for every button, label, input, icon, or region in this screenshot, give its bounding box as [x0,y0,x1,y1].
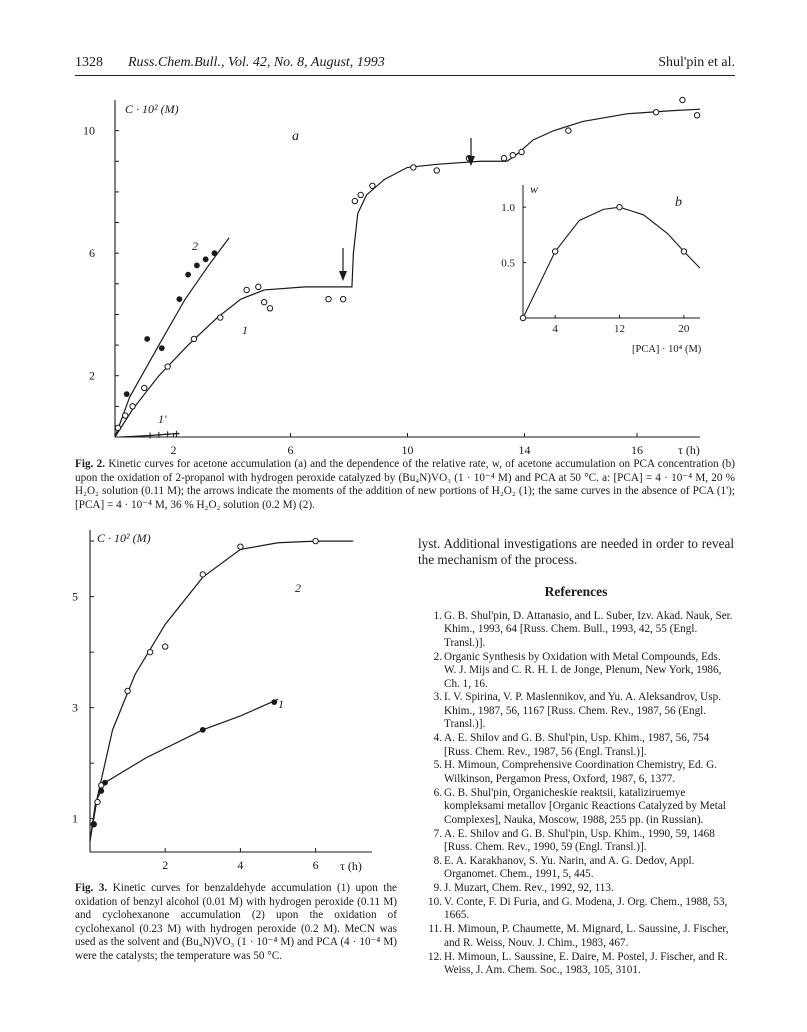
fig3-x-tick-label: 6 [312,858,319,872]
fig2-curve-label-1prime: 1' [158,412,167,426]
reference-text: V. Conte, F. Di Furia, and G. Modena, J. Org. Chem., 1988, 53, 1665. [444,896,728,922]
inset-x-tick-label: 12 [614,323,626,335]
reference-text: G. B. Shul'pin, D. Attanasio, and L. Suber, Izv. Akad. Nauk, Ser. Khim., 1993, 64 [Russ. Chem. Bull., 1993, 42, 55 (Engl. Transl.)]. [444,610,733,649]
fig2-point [194,263,200,269]
inset-point [617,204,622,209]
fig2-point [185,272,191,278]
fig3-caption-label: Fig. 3. [75,882,108,894]
fig2-point [267,306,272,311]
closing-paragraph: lyst. Additional investigations are needed in order to reveal the mechanism of the process. [418,536,734,567]
fig2-point [434,168,439,173]
fig2-point [123,413,128,418]
fig2-point [159,345,165,351]
fig3-y-axis-label: C · 10² (M) [97,531,151,545]
fig2-x-tick-label: 6 [287,443,294,457]
fig2-point [130,404,135,409]
fig2-point [147,432,153,438]
reference-number: 10. [428,896,442,909]
reference-text: E. A. Karakhanov, S. Yu. Narin, and A. G. Dedov, Appl. Organomet. Chem., 1991, 5, 445. [444,854,695,881]
fig2-caption [75,458,735,512]
inset-curve [523,207,700,318]
fig3-y-tick-label: 3 [72,700,78,715]
fig2-caption-label: Fig. 2. [75,458,106,470]
reference-item [418,951,734,978]
fig2-x-tick-label: 2 [170,443,177,457]
fig2-y-tick-label: 6 [89,246,95,261]
fig3-caption [75,882,397,964]
fig3-x-tick-label: 2 [162,858,169,872]
fig2-point [218,315,223,320]
fig2-point [519,149,524,154]
reference-item [418,923,734,950]
fig3-point [147,649,152,654]
inset-x-tick-label: 20 [678,323,690,335]
fig2-x-unit: τ (h) [678,443,700,457]
reference-item [418,691,734,731]
fig2-panel-a-label: a [292,129,299,144]
reference-item [418,732,734,759]
fig3-point [271,699,277,705]
inset-point [520,315,525,320]
fig2-y-tick-label: 10 [83,123,95,138]
fig3-y-tick-label: 1 [72,811,78,826]
fig2-x-tick-label: 10 [401,443,414,457]
fig3-point [98,788,104,794]
fig2-points [115,97,700,438]
fig2-axes [115,100,700,437]
fig3-curve-label-1: 1 [278,697,284,711]
arrow-icon [339,248,347,281]
reference-item [418,896,734,923]
fig2-point [510,152,515,157]
fig3-point [91,821,97,827]
fig2-point [176,296,182,302]
fig2-point [680,97,685,102]
inset-point [552,249,557,254]
fig2-point [212,250,218,256]
fig2-curve-label-1: 1 [242,323,248,337]
reference-text: H. Mimoun, Comprehensive Coordination Chemistry, Ed. G. Wilkinson, Pergamon Press, Oxford, 1987, 6, 1377. [444,759,718,785]
fig2-point [411,165,416,170]
reference-item [418,882,734,895]
fig2-panel-b-label: b [675,195,682,210]
reference-text: H. Mimoun, L. Saussine, E. Daire, M. Postel, J. Fischer, and R. Weiss, J. Am. Chem. Soc., 1983, 105, 3101. [444,950,728,977]
fig3-x-unit: τ (h) [340,859,362,873]
reference-number: 7. [433,827,442,840]
reference-item [418,610,734,650]
reference-number: 2. [433,650,442,663]
fig2-point [144,336,150,342]
inset-y-label: w [530,182,539,196]
fig3-point [313,538,318,543]
fig2-point [653,110,658,115]
reference-text: I. V. Spirina, V. P. Maslennikov, and Yu. A. Aleksandrov, Usp. Khim., 1987, 56, 1167 [Russ. Chem. Rev., 1987, 56 (Engl. Transl.)]. [444,691,721,731]
fig3-point [238,544,243,549]
fig2-point [124,391,130,397]
fig2-curve-label-2: 2 [192,239,198,253]
inset-marks [520,204,700,320]
fig2-point [244,287,249,292]
fig2-point [694,113,699,118]
inset-y-tick-label: 0.5 [501,257,515,270]
fig2-point [203,256,209,262]
fig3-point [95,799,100,804]
fig3-points [91,538,318,827]
fig3-chart [0,520,410,880]
fig2-x-tick-label: 14 [518,443,531,457]
reference-number: 3. [433,691,442,704]
fig2-point [566,128,571,133]
inset-point [681,249,686,254]
fig2-point [261,300,266,305]
fig3-point [102,780,108,786]
reference-text: A. E. Shilov and G. B. Shul'pin, Usp. Khim., 1990, 59, 1468 [Russ. Chem. Rev., 1990, 59 (Engl. Transl.)]. [444,827,715,853]
right-column [418,536,734,978]
reference-number: 8. [433,854,442,867]
fig3-axes [90,530,372,852]
fig3-curve-1 [90,699,278,841]
fig3-curve-label-2: 2 [295,581,301,595]
fig2-point [115,425,120,430]
fig3-point [163,644,168,649]
reference-item [418,651,734,691]
fig2-point [358,192,363,197]
fig2-point [256,284,261,289]
fig2-y-tick-label: 2 [89,368,95,383]
fig3-point [200,572,205,577]
references-heading: References [544,584,608,599]
reference-number: 11. [428,923,442,936]
reference-number: 4. [433,732,442,745]
reference-number: 1. [433,610,442,622]
fig2-point [340,296,345,301]
fig3-tick-labels [72,590,319,872]
reference-item [418,828,734,855]
reference-text: G. B. Shul'pin, Organicheskie reaktsii, kataliziruemye kompleksami metallov [Organic Reactions Catalyzed by Metal Complexes], Nauka, Moscow, 1988, 255 pp. (in Russian). [444,786,726,826]
fig3-point [200,727,206,733]
fig3-point [125,688,130,693]
reference-number: 6. [433,786,442,799]
fig2-curves [115,109,700,437]
fig2-tick-labels [83,124,643,457]
inset-axes [501,185,700,335]
reference-text: A. E. Shilov and G. B. Shul'pin, Usp. Khim., 1987, 56, 754 [Russ. Chem. Rev., 1987, 56 (Engl. Transl.)]. [444,732,710,758]
fig2-point [165,431,171,437]
fig2-point [370,183,375,188]
fig3-x-tick-label: 4 [237,858,244,872]
inset-x-tick-label: 4 [552,323,558,335]
fig3-y-tick-label: 5 [72,589,78,604]
fig2-inset-panel-b [501,182,702,355]
reference-list [418,610,734,977]
reference-number: 5. [433,759,442,772]
reference-text: H. Mimoun, P. Chaumette, M. Mignard, L. Saussine, J. Fischer, and R. Weiss, Nouv. J. Chim., 1983, 467. [444,923,729,949]
reference-number: 12. [428,950,442,963]
fig2-point [326,296,331,301]
fig2-point [352,198,357,203]
fig2-point [191,336,196,341]
fig2-point [501,156,506,161]
reference-item [418,759,734,786]
reference-number: 9. [433,882,442,895]
running-author: Shul'pin et al. [658,55,735,70]
inset-y-tick-label: 1.0 [501,202,515,215]
reference-item [418,787,734,827]
fig3-caption-text: Kinetic curves for benzaldehyde accumulation (1) upon the oxidation of benzyl alcohol (0.01 M) with hydrogen peroxide (0.11 M) and cyclohexanone accumulation (2) upon the oxidation of cyclohexanol (0.23 M) with hydrogen peroxide (0.2 M). MeCN was used as the solvent and (Bu₄N)VO₃ (1 · 10⁻⁴ M) and PCA (4 · 10⁻⁴ M) were the catalysts; the temperature was 50 °C. [75,882,398,962]
fig2-y-axis-label: C · 10² (M) [125,102,179,116]
fig2-point [165,364,170,369]
reference-text: J. Muzart, Chem. Rev., 1992, 92, 113. [444,882,614,895]
fig2-caption-text: Kinetic curves for acetone accumulation (a) and the dependence of the relative rate, w, of acetone accumulation on PCA concentration (b) upon the oxidation of 2-propanol with hydrogen peroxide catalyzed by (Bu₄N)VO₃ (1 · 10⁻⁴ M) and PCA at 50 °C. a: [PCA] = 4 · 10⁻⁴ M, 20 % H₂O₂ solution (0.11 M); the arrows indicate the moments of the addition of new portions of H₂O₂ (1); the same curves in the absence of PCA (1'); [PCA] = 4 · 10⁻⁴ M, 36 % H₂O₂ solution (0.2 M) (2). [75,458,735,511]
page-number: 1328 [75,55,103,70]
fig2-chart [0,0,807,460]
reference-text: Organic Synthesis by Oxidation with Metal Compounds, Eds. W. J. Mijs and C. R. H. I. de Jonge, Plenum, New York, 1986, Ch. 1, 16. [444,650,722,690]
fig2-point [173,431,179,437]
inset-x-label: [PCA] · 10⁴ (M) [632,344,702,355]
fig2-x-tick-label: 16 [631,443,643,457]
journal-reference: Russ.Chem.Bull., Vol. 42, No. 8, August, 1993 [128,55,385,70]
reference-item [418,855,734,882]
fig2-point [142,385,147,390]
